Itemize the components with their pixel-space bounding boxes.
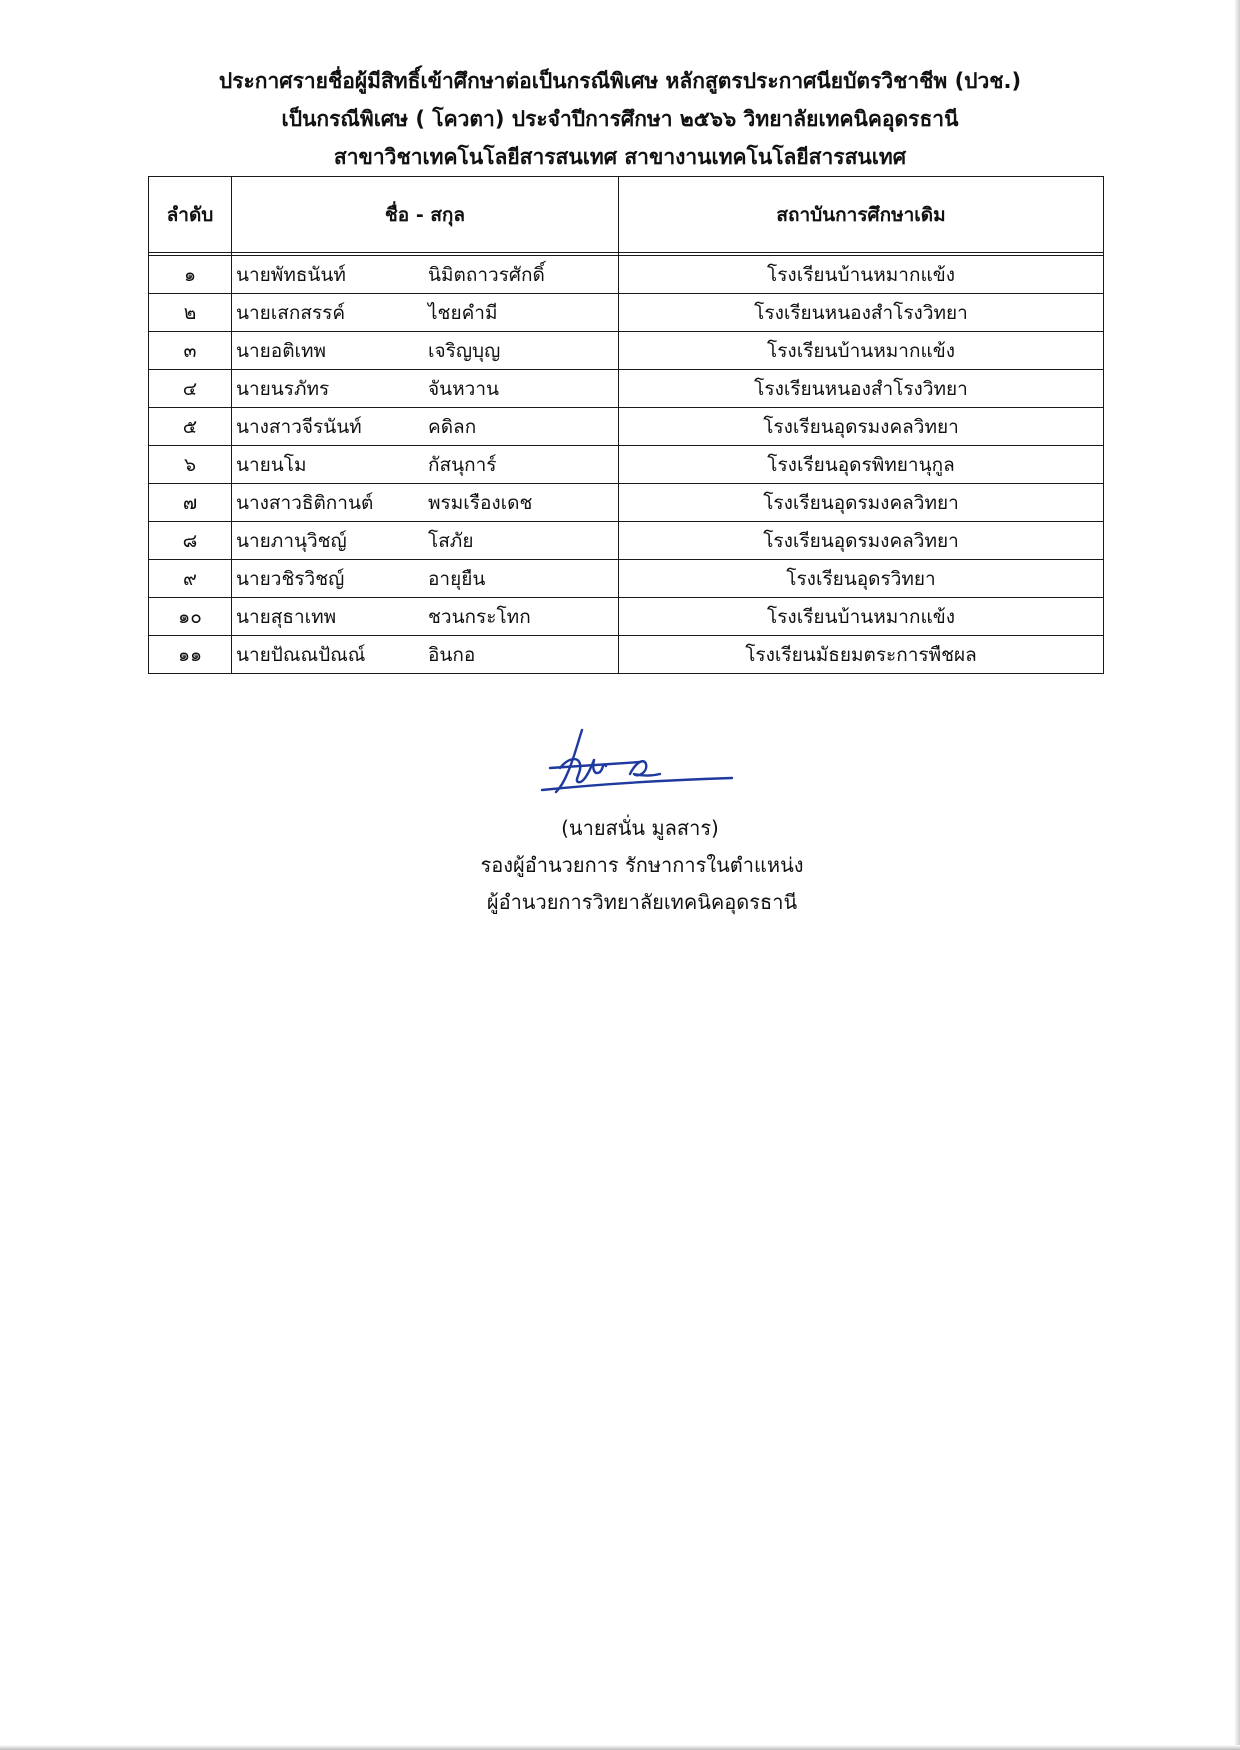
row-number: ๖ [149, 446, 232, 484]
row-number: ๑๐ [149, 598, 232, 636]
row-number: ๘ [149, 522, 232, 560]
row-number: ๑๑ [149, 636, 232, 674]
table-row [149, 370, 1104, 408]
table-row [149, 332, 1104, 370]
row-number: ๓ [149, 332, 232, 370]
table-row [149, 408, 1104, 446]
student-first-name: นางสาวจีรนันท์ [236, 415, 362, 438]
announcement-header [0, 62, 1240, 176]
column-header-name: ชื่อ - สกุล [232, 177, 619, 253]
student-first-name: นายวชิรวิชญ์ [236, 567, 345, 590]
table-row [149, 484, 1104, 522]
signature-stroke [593, 760, 606, 773]
table-row [149, 256, 1104, 294]
previous-school: โรงเรียนหนองสำโรงวิทยา [619, 294, 1104, 332]
student-last-name: ชวนกระโทก [428, 605, 531, 628]
table-row [149, 446, 1104, 484]
student-name-cell [232, 560, 619, 598]
previous-school: โรงเรียนอุดรพิทยานุกูล [619, 446, 1104, 484]
row-number: ๒ [149, 294, 232, 332]
handwritten-signature [520, 722, 740, 802]
student-name-cell [232, 446, 619, 484]
previous-school: โรงเรียนบ้านหมากแข้ง [619, 256, 1104, 294]
student-first-name: นายสุธาเทพ [236, 605, 337, 628]
table-row [149, 598, 1104, 636]
student-name-cell [232, 256, 619, 294]
previous-school: โรงเรียนอุดรมงคลวิทยา [619, 408, 1104, 446]
student-name-cell [232, 408, 619, 446]
row-number: ๗ [149, 484, 232, 522]
student-name-cell [232, 332, 619, 370]
student-name-cell [232, 370, 619, 408]
column-header-no: ลำดับ [149, 177, 232, 253]
student-last-name: อายุยืน [428, 567, 486, 590]
table-row [149, 522, 1104, 560]
row-number: ๙ [149, 560, 232, 598]
page-edge-bottom [0, 1745, 1240, 1750]
row-number: ๕ [149, 408, 232, 446]
signatory-position: รองผู้อำนวยการ รักษาการในตำแหน่ง [480, 853, 804, 877]
column-header-school: สถาบันการศึกษาเดิม [619, 177, 1104, 253]
student-last-name: จันหวาน [428, 377, 499, 400]
student-name-cell [232, 598, 619, 636]
signatory-name: (นายสนั่น มูลสาร) [561, 816, 719, 840]
signatory-organization: ผู้อำนวยการวิทยาลัยเทคนิคอุดรธานี [486, 890, 798, 914]
student-last-name: ไชยคำมี [428, 301, 498, 324]
student-first-name: นายพัทธนันท์ [236, 263, 346, 286]
header-title-line-2: เป็นกรณีพิเศษ ( โควตา) ประจำปีการศึกษา ๒๕๖๖ วิทยาลัยเทคนิคอุดรธานี [281, 107, 959, 131]
student-last-name: โสภัย [428, 529, 474, 552]
table-row [149, 636, 1104, 674]
table-body [149, 253, 1104, 674]
student-name-cell [232, 294, 619, 332]
student-name-cell [232, 522, 619, 560]
previous-school: โรงเรียนหนองสำโรงวิทยา [619, 370, 1104, 408]
student-first-name: นายอติเทพ [236, 339, 327, 362]
signature-strokes [542, 730, 732, 792]
student-last-name: พรมเรืองเดช [428, 491, 533, 514]
previous-school: โรงเรียนมัธยมตระการพืชผล [619, 636, 1104, 674]
header-title-line-1: ประกาศรายชื่อผู้มีสิทธิ์เข้าศึกษาต่อเป็นกรณีพิเศษ หลักสูตรประกาศนียบัตรวิชาชีพ (ปวช.) [218, 69, 1022, 93]
previous-school: โรงเรียนบ้านหมากแข้ง [619, 598, 1104, 636]
header-title-line-3: สาขาวิชาเทคโนโลยีสารสนเทศ สาขางานเทคโนโลยีสารสนเทศ [333, 145, 907, 169]
student-name-cell [232, 636, 619, 674]
student-first-name: นายภานุวิชญ์ [236, 529, 347, 552]
previous-school: โรงเรียนอุดรวิทยา [619, 560, 1104, 598]
previous-school: โรงเรียนบ้านหมากแข้ง [619, 332, 1104, 370]
student-last-name: กัสนุการ์ [428, 453, 497, 476]
student-first-name: นายนรภัทร [236, 377, 330, 400]
signature-block [0, 810, 1240, 921]
student-name-cell [232, 484, 619, 522]
previous-school: โรงเรียนอุดรมงคลวิทยา [619, 522, 1104, 560]
table-row [149, 560, 1104, 598]
student-first-name: นายนโม [236, 453, 307, 476]
student-first-name: นายเสกสรรค์ [236, 301, 346, 324]
student-first-name: นายปัณณปัณณ์ [236, 643, 366, 666]
student-list-table [148, 176, 1104, 674]
student-last-name: อินกอ [428, 643, 476, 666]
row-number: ๑ [149, 256, 232, 294]
previous-school: โรงเรียนอุดรมงคลวิทยา [619, 484, 1104, 522]
table-row [149, 294, 1104, 332]
student-last-name: คดิลก [428, 415, 477, 438]
signature-stroke [542, 778, 732, 790]
student-first-name: นางสาวธิติกานต์ [236, 491, 374, 514]
student-last-name: เจริญบุญ [428, 339, 501, 362]
row-number: ๔ [149, 370, 232, 408]
student-last-name: นิมิตถาวรศักดิ์ [428, 263, 545, 286]
table-header-row [149, 177, 1104, 253]
